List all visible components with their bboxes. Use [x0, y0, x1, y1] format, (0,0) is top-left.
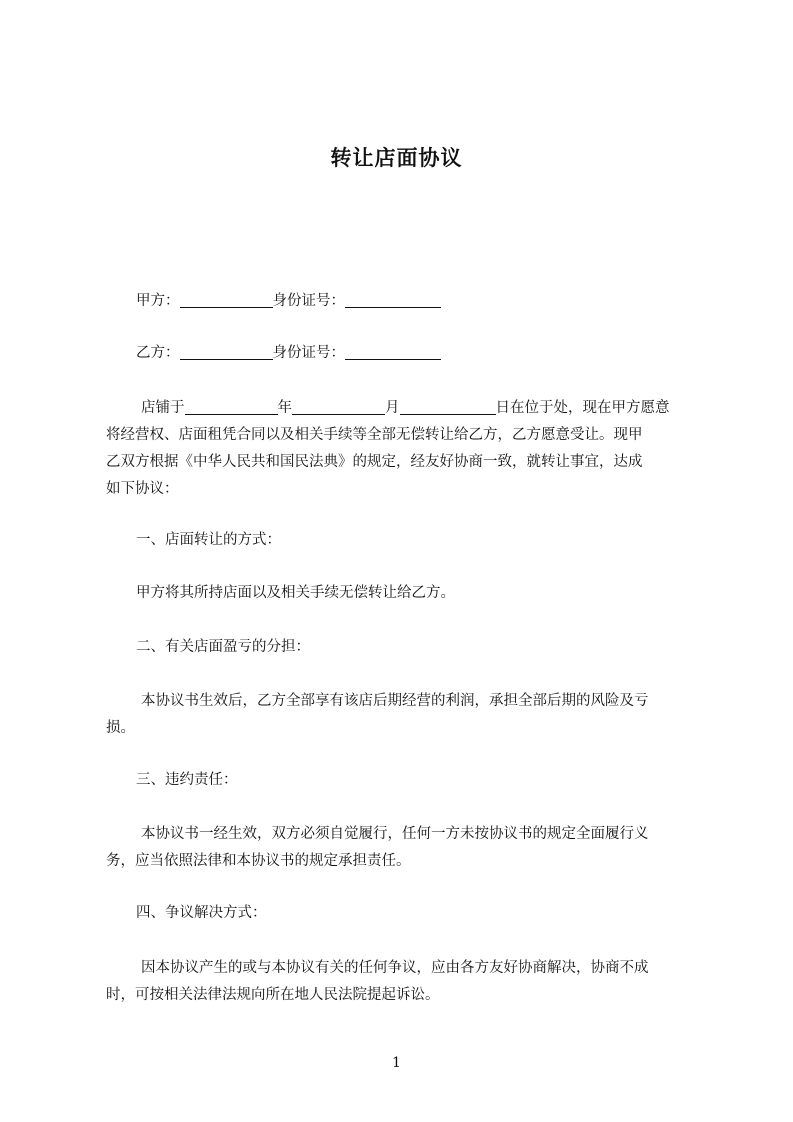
party-b-label: 乙方： [136, 345, 180, 361]
section-2-heading: 二、有关店面盈亏的分担： [136, 639, 310, 655]
date-year-blank [292, 398, 385, 415]
party-b-id-label: 身份证号： [272, 345, 345, 361]
section-3-text-2: 务，应当依照法律和本协议书的规定承担责任。 [106, 853, 411, 869]
intro-line-2: 将经营权、店面租凭合同以及相关手续等全部无偿转让给乙方，乙方愿意受让。现甲 [106, 427, 643, 443]
section-3-heading: 三、违约责任： [136, 772, 238, 788]
intro-start: 店铺于 [141, 400, 185, 416]
party-a-name-blank [180, 291, 273, 308]
section-2-text-1: 本协议书生效后，乙方全部享有该店后期经营的利润，承担全部后期的风险及亏 [141, 693, 649, 709]
party-a-id-label: 身份证号： [272, 293, 345, 309]
section-3-text-1: 本协议书一经生效，双方必须自觉履行，任何一方未按协议书的规定全面履行义 [141, 826, 649, 842]
intro-line-3: 乙双方根据《中华人民共和国民法典》的规定，经友好协商一致，就转让事宜，达成 [106, 454, 643, 470]
intro-line-4: 如下协议： [106, 481, 179, 497]
section-1-text-1: 甲方将其所持店面以及相关手续无偿转让给乙方。 [136, 585, 455, 601]
document-title: 转让店面协议 [330, 146, 463, 170]
date-month-blank [400, 398, 496, 415]
party-b-id-blank [345, 343, 441, 360]
party-a-label: 甲方： [136, 293, 180, 309]
intro-line-1 [106, 394, 745, 423]
section-4-text-1: 因本协议产生的或与本协议有关的任何争议，应由各方友好协商解决，协商不成 [141, 960, 649, 976]
page-number: 1 [392, 1055, 401, 1071]
intro-day-rest: 日在位于处，现在甲方愿意 [495, 400, 670, 416]
party-a-line [106, 287, 740, 316]
section-1-heading: 一、店面转让的方式： [136, 532, 281, 548]
party-b-line [106, 339, 740, 368]
party-a-id-blank [345, 291, 441, 308]
intro-year: 年 [277, 400, 292, 416]
section-4-heading: 四、争议解决方式： [136, 905, 267, 921]
section-4-text-2: 时，可按相关法律法规向所在地人民法院提起诉讼。 [106, 987, 440, 1003]
party-b-name-blank [180, 343, 273, 360]
date-day-blank [185, 398, 278, 415]
section-2-text-2: 损。 [106, 720, 135, 736]
intro-month: 月 [385, 400, 400, 416]
